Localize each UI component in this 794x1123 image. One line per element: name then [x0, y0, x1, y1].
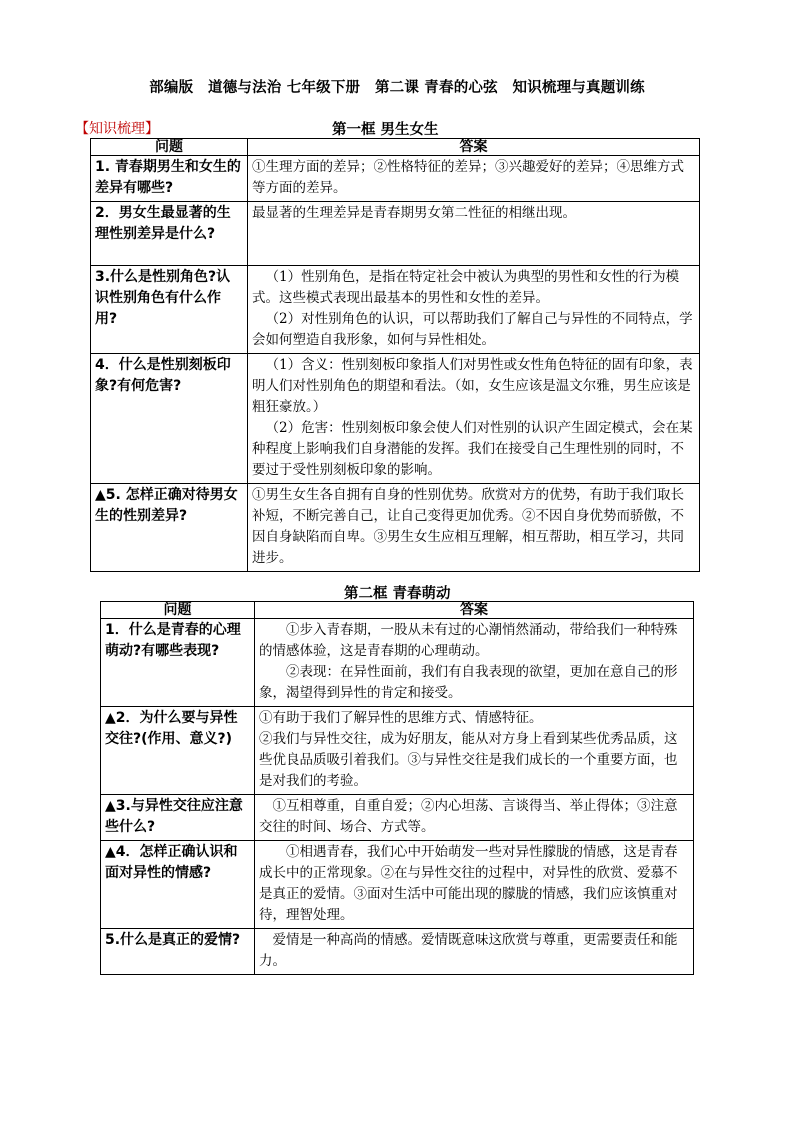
table-row: [101, 619, 694, 707]
table-row: [91, 156, 700, 202]
table-header-row: [91, 139, 700, 156]
answer-text: （2）危害：性别刻板印象会使人们对性别的认识产生固定模式，会在某种程度上影响我们自身潜能的发挥。我们在接受自己生理性别的同时，不要过于受性别刻板印象的影响。: [252, 420, 693, 478]
answer-text: ①生理方面的差异；②性格特征的差异；③兴趣爱好的差异；④思维方式等方面的差异。: [252, 159, 684, 196]
answer-cell: [255, 619, 694, 707]
question-cell: ▲5. 怎样正确对待男女生的性别差异?: [91, 484, 248, 572]
section1-table: [90, 138, 700, 572]
answer-text: ①互相尊重，自重自爱；②内心坦荡、言谈得当、举止得体；③注意交往的时间、场合、方式等。: [259, 798, 678, 835]
answer-text: 最显著的生理差异是青春期男女第二性征的相继出现。: [252, 205, 576, 221]
answer-text: （2）对性别角色的认识，可以帮助我们了解自己与异性的不同特点，学会如何塑造自我形象，如何与异性相处。: [252, 311, 693, 348]
answer-text: （1）含义：性别刻板印象指人们对男性或女性角色特征的固有印象，表明人们对性别角色的期望和看法。（如，女生应该是温文尔雅，男生应该是粗狂豪放。）: [252, 357, 693, 415]
answer-cell: [248, 354, 700, 484]
section-tag-knowledge: 【知识梳理】: [75, 121, 159, 137]
header-question: 问题: [91, 139, 248, 156]
table-row: [91, 484, 700, 572]
answer-cell: [248, 266, 700, 354]
answer-text: ①男生女生各自拥有自身的性别优势。欣赏对方的优势，有助于我们取长补短，不断完善自己，让自己变得更加优秀。②不因自身优势而骄傲，不因自身缺陷而自卑。③男生女生应相互理解，相互帮助，相互学习，共同进步。: [252, 487, 684, 566]
answer-text: ②表现：在异性面前，我们有自我表现的欲望，更加在意自己的形象，渴望得到异性的肯定和接受。: [259, 664, 678, 701]
question-cell: 5.什么是真正的爱情?: [101, 929, 255, 975]
answer-text: （1）性别角色，是指在特定社会中被认为典型的男性和女性的行为模式。这些模式表现出最基本的男性和女性的差异。: [252, 269, 680, 306]
question-cell: 2．男女生最显著的生理性别差异是什么?: [91, 202, 248, 266]
document-title: 部编版 道德与法治 七年级下册 第二课 青春的心弦 知识梳理与真题训练: [149, 80, 645, 96]
table-row: [91, 266, 700, 354]
question-cell: 1．什么是青春的心理萌动?有哪些表现?: [101, 619, 255, 707]
answer-text: 爱情是一种高尚的情感。爱情既意味这欣赏与尊重，更需要责任和能力。: [259, 932, 678, 969]
section2-title: 第二框 青春萌动: [344, 586, 451, 602]
table-row: [91, 202, 700, 266]
answer-text: ①步入青春期，一股从未有过的心潮悄然涌动，带给我们一种特殊的情感体验，这是青春期的心理萌动。: [259, 622, 678, 659]
question-cell: 4．什么是性别刻板印象?有何危害?: [91, 354, 248, 484]
question-cell: ▲4．怎样正确认识和面对异性的情感?: [101, 841, 255, 929]
answer-cell: [255, 841, 694, 929]
table-row: [101, 707, 694, 795]
table-row: [101, 795, 694, 841]
table-row: [91, 354, 700, 484]
question-cell: ▲2．为什么要与异性交往?(作用、意义?): [101, 707, 255, 795]
answer-cell: [255, 707, 694, 795]
answer-text: ②我们与异性交往，成为好朋友，能从对方身上看到某些优秀品质，这些优良品质吸引着我们。③与异性交往是我们成长的一个重要方面，也是对我们的考验。: [259, 731, 678, 789]
answer-cell: [255, 929, 694, 975]
section1-title: 第一框 男生女生: [332, 122, 439, 138]
answer-cell: [248, 202, 700, 266]
header-question: 问题: [101, 602, 255, 619]
answer-cell: [248, 156, 700, 202]
answer-text: ①有助于我们了解异性的思维方式、情感特征。: [259, 710, 543, 726]
question-cell: 3.什么是性别角色?认识性别角色有什么作用?: [91, 266, 248, 354]
answer-cell: [248, 484, 700, 572]
answer-cell: [255, 795, 694, 841]
table-header-row: [101, 602, 694, 619]
header-answer: 答案: [248, 139, 700, 156]
question-cell: 1. 青春期男生和女生的差异有哪些?: [91, 156, 248, 202]
table-row: [101, 841, 694, 929]
header-answer: 答案: [255, 602, 694, 619]
section2-table: [100, 601, 694, 975]
table-row: [101, 929, 694, 975]
answer-text: ①相遇青春，我们心中开始萌发一些对异性朦胧的情感，这是青春成长中的正常现象。②在与异性交往的过程中，对异性的欣赏、爱慕不是真正的爱情。③面对生活中可能出现的朦胧的情感，我们应该慎重对待，理智处理。: [259, 844, 678, 923]
question-cell: ▲3.与异性交往应注意些什么?: [101, 795, 255, 841]
